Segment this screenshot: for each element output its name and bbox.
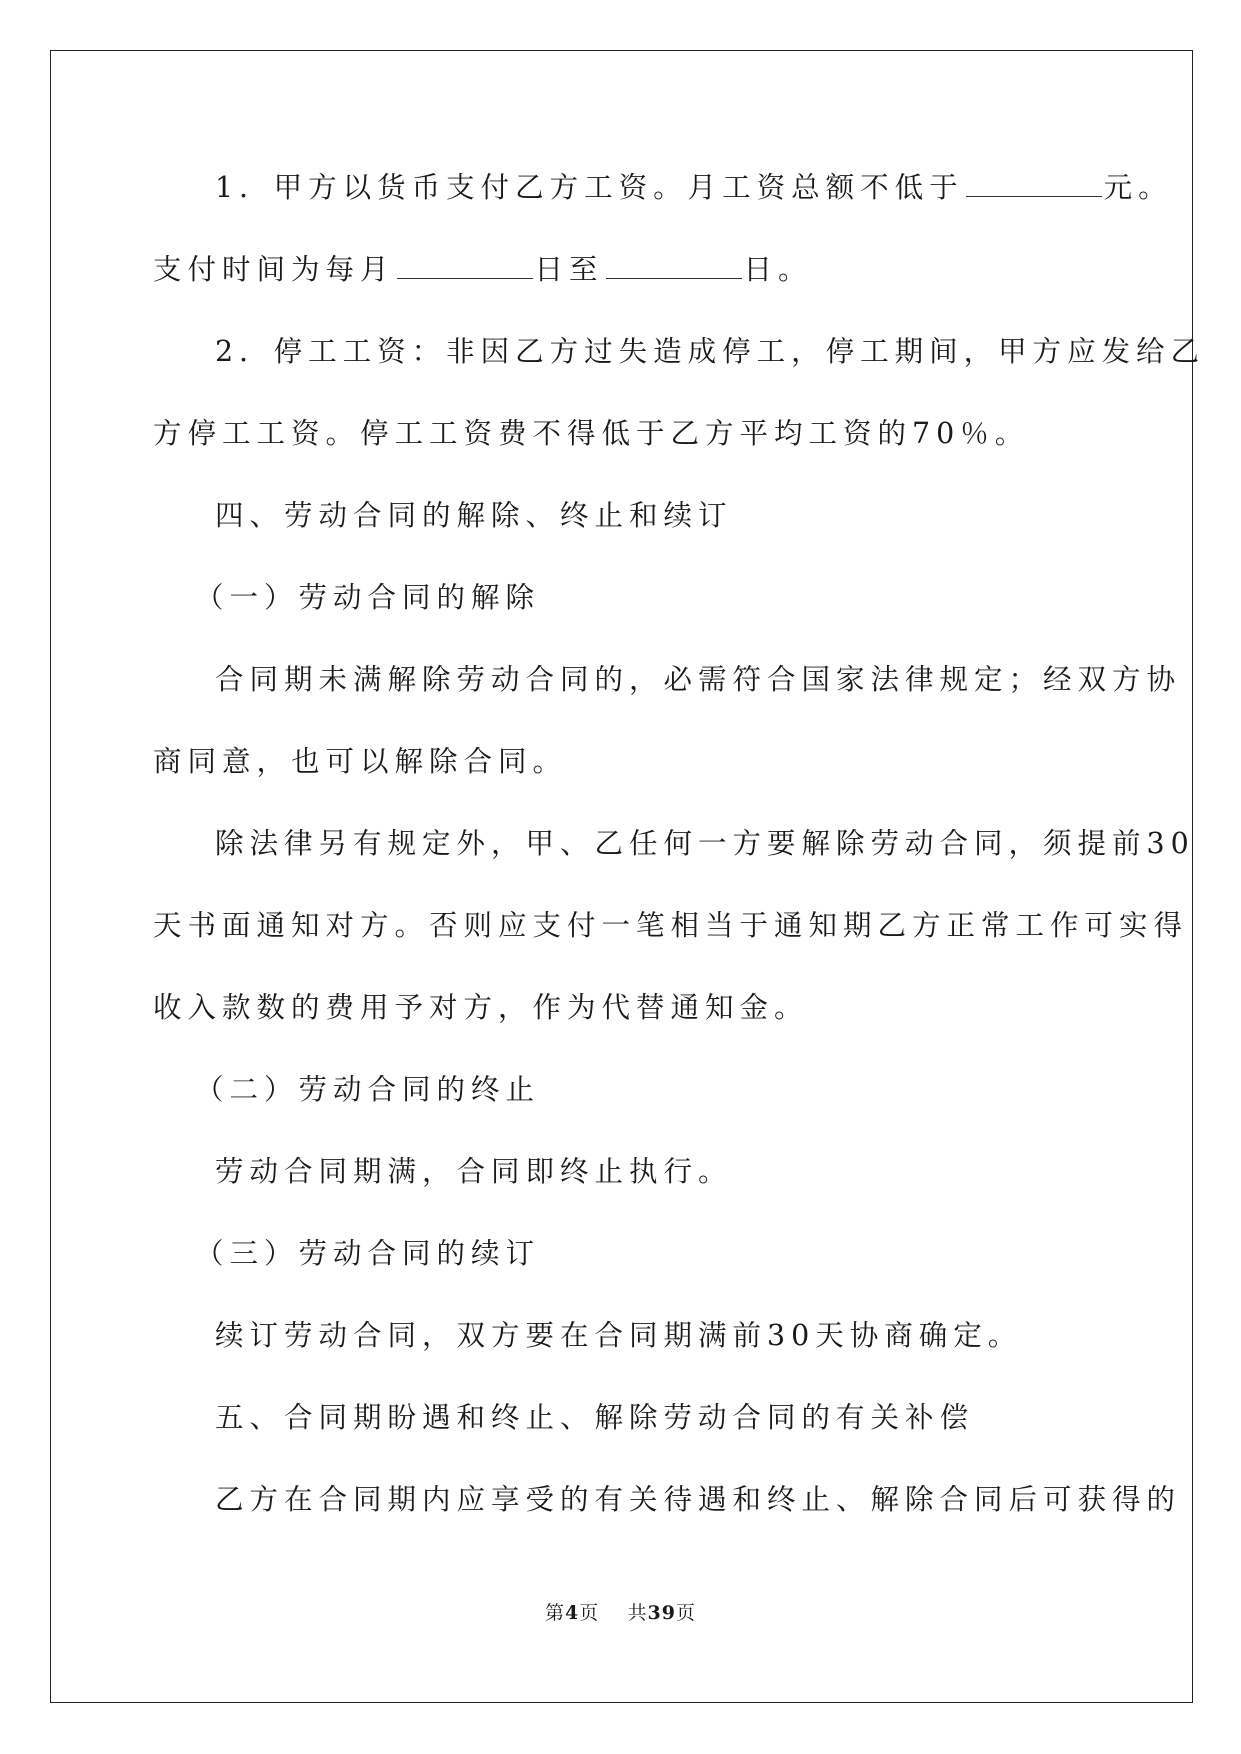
- paragraph-notice-line3: 收入款数的费用予对方，作为代替通知金。: [153, 991, 809, 1024]
- paragraph-stoppage-line2: 方停工工资。停工工资费不得低于乙方平均工资的70％。: [153, 417, 1030, 450]
- subheading-renewal: （三）劳动合同的续订: [195, 1237, 541, 1270]
- paragraph-expiry: 劳动合同期满，合同即终止执行。: [215, 1155, 733, 1188]
- text: 日至: [534, 253, 604, 286]
- paragraph-termination-line1: 合同期未满解除劳动合同的，必需符合国家法律规定；经双方协: [215, 663, 1182, 696]
- paragraph-notice-line2: 天书面通知对方。否则应支付一笔相当于通知期乙方正常工作可实得: [153, 909, 1189, 942]
- blank-pay-day-end: [606, 252, 742, 279]
- paragraph-stoppage-line1: 2．停工工资：非因乙方过失造成停工，停工期间，甲方应发给乙: [215, 335, 1206, 368]
- document-body: [153, 168, 1206, 1562]
- page-footer: [0, 1598, 1241, 1625]
- blank-pay-day-start: [397, 252, 533, 279]
- subheading-expiry: （二）劳动合同的终止: [195, 1073, 541, 1106]
- section-heading-5: 五、合同期盼遇和终止、解除劳动合同的有关补偿: [215, 1401, 975, 1434]
- text: 1．甲方以货币支付乙方工资。月工资总额不低于: [215, 171, 964, 204]
- paragraph-renewal: 续订劳动合同，双方要在合同期满前30天协商确定。: [215, 1319, 1023, 1352]
- blank-monthly-wage: [966, 170, 1102, 197]
- paragraph-notice-line1: 除法律另有规定外，甲、乙任何一方要解除劳动合同，须提前30: [215, 827, 1195, 860]
- text: 日。: [743, 253, 813, 286]
- footer-page-number: 4: [565, 1602, 580, 1624]
- footer-total-prefix: 共: [627, 1602, 648, 1624]
- text: 支付时间为每月: [153, 253, 395, 286]
- paragraph-termination-line2: 商同意，也可以解除合同。: [153, 745, 568, 778]
- text: 元。: [1103, 171, 1173, 204]
- footer-page-prefix: 第: [545, 1602, 566, 1624]
- footer-page-unit: 页: [579, 1602, 600, 1624]
- section-heading-4: 四、劳动合同的解除、终止和续订: [215, 499, 733, 532]
- paragraph-compensation-line1: 乙方在合同期内应享受的有关待遇和终止、解除合同后可获得的: [215, 1483, 1182, 1516]
- subheading-termination: （一）劳动合同的解除: [195, 581, 541, 614]
- paragraph-wage-line1: [153, 168, 1173, 250]
- paragraph-wage-line2: [153, 250, 1093, 332]
- footer-total-pages: 39: [647, 1602, 676, 1624]
- footer-total-unit: 页: [675, 1602, 696, 1624]
